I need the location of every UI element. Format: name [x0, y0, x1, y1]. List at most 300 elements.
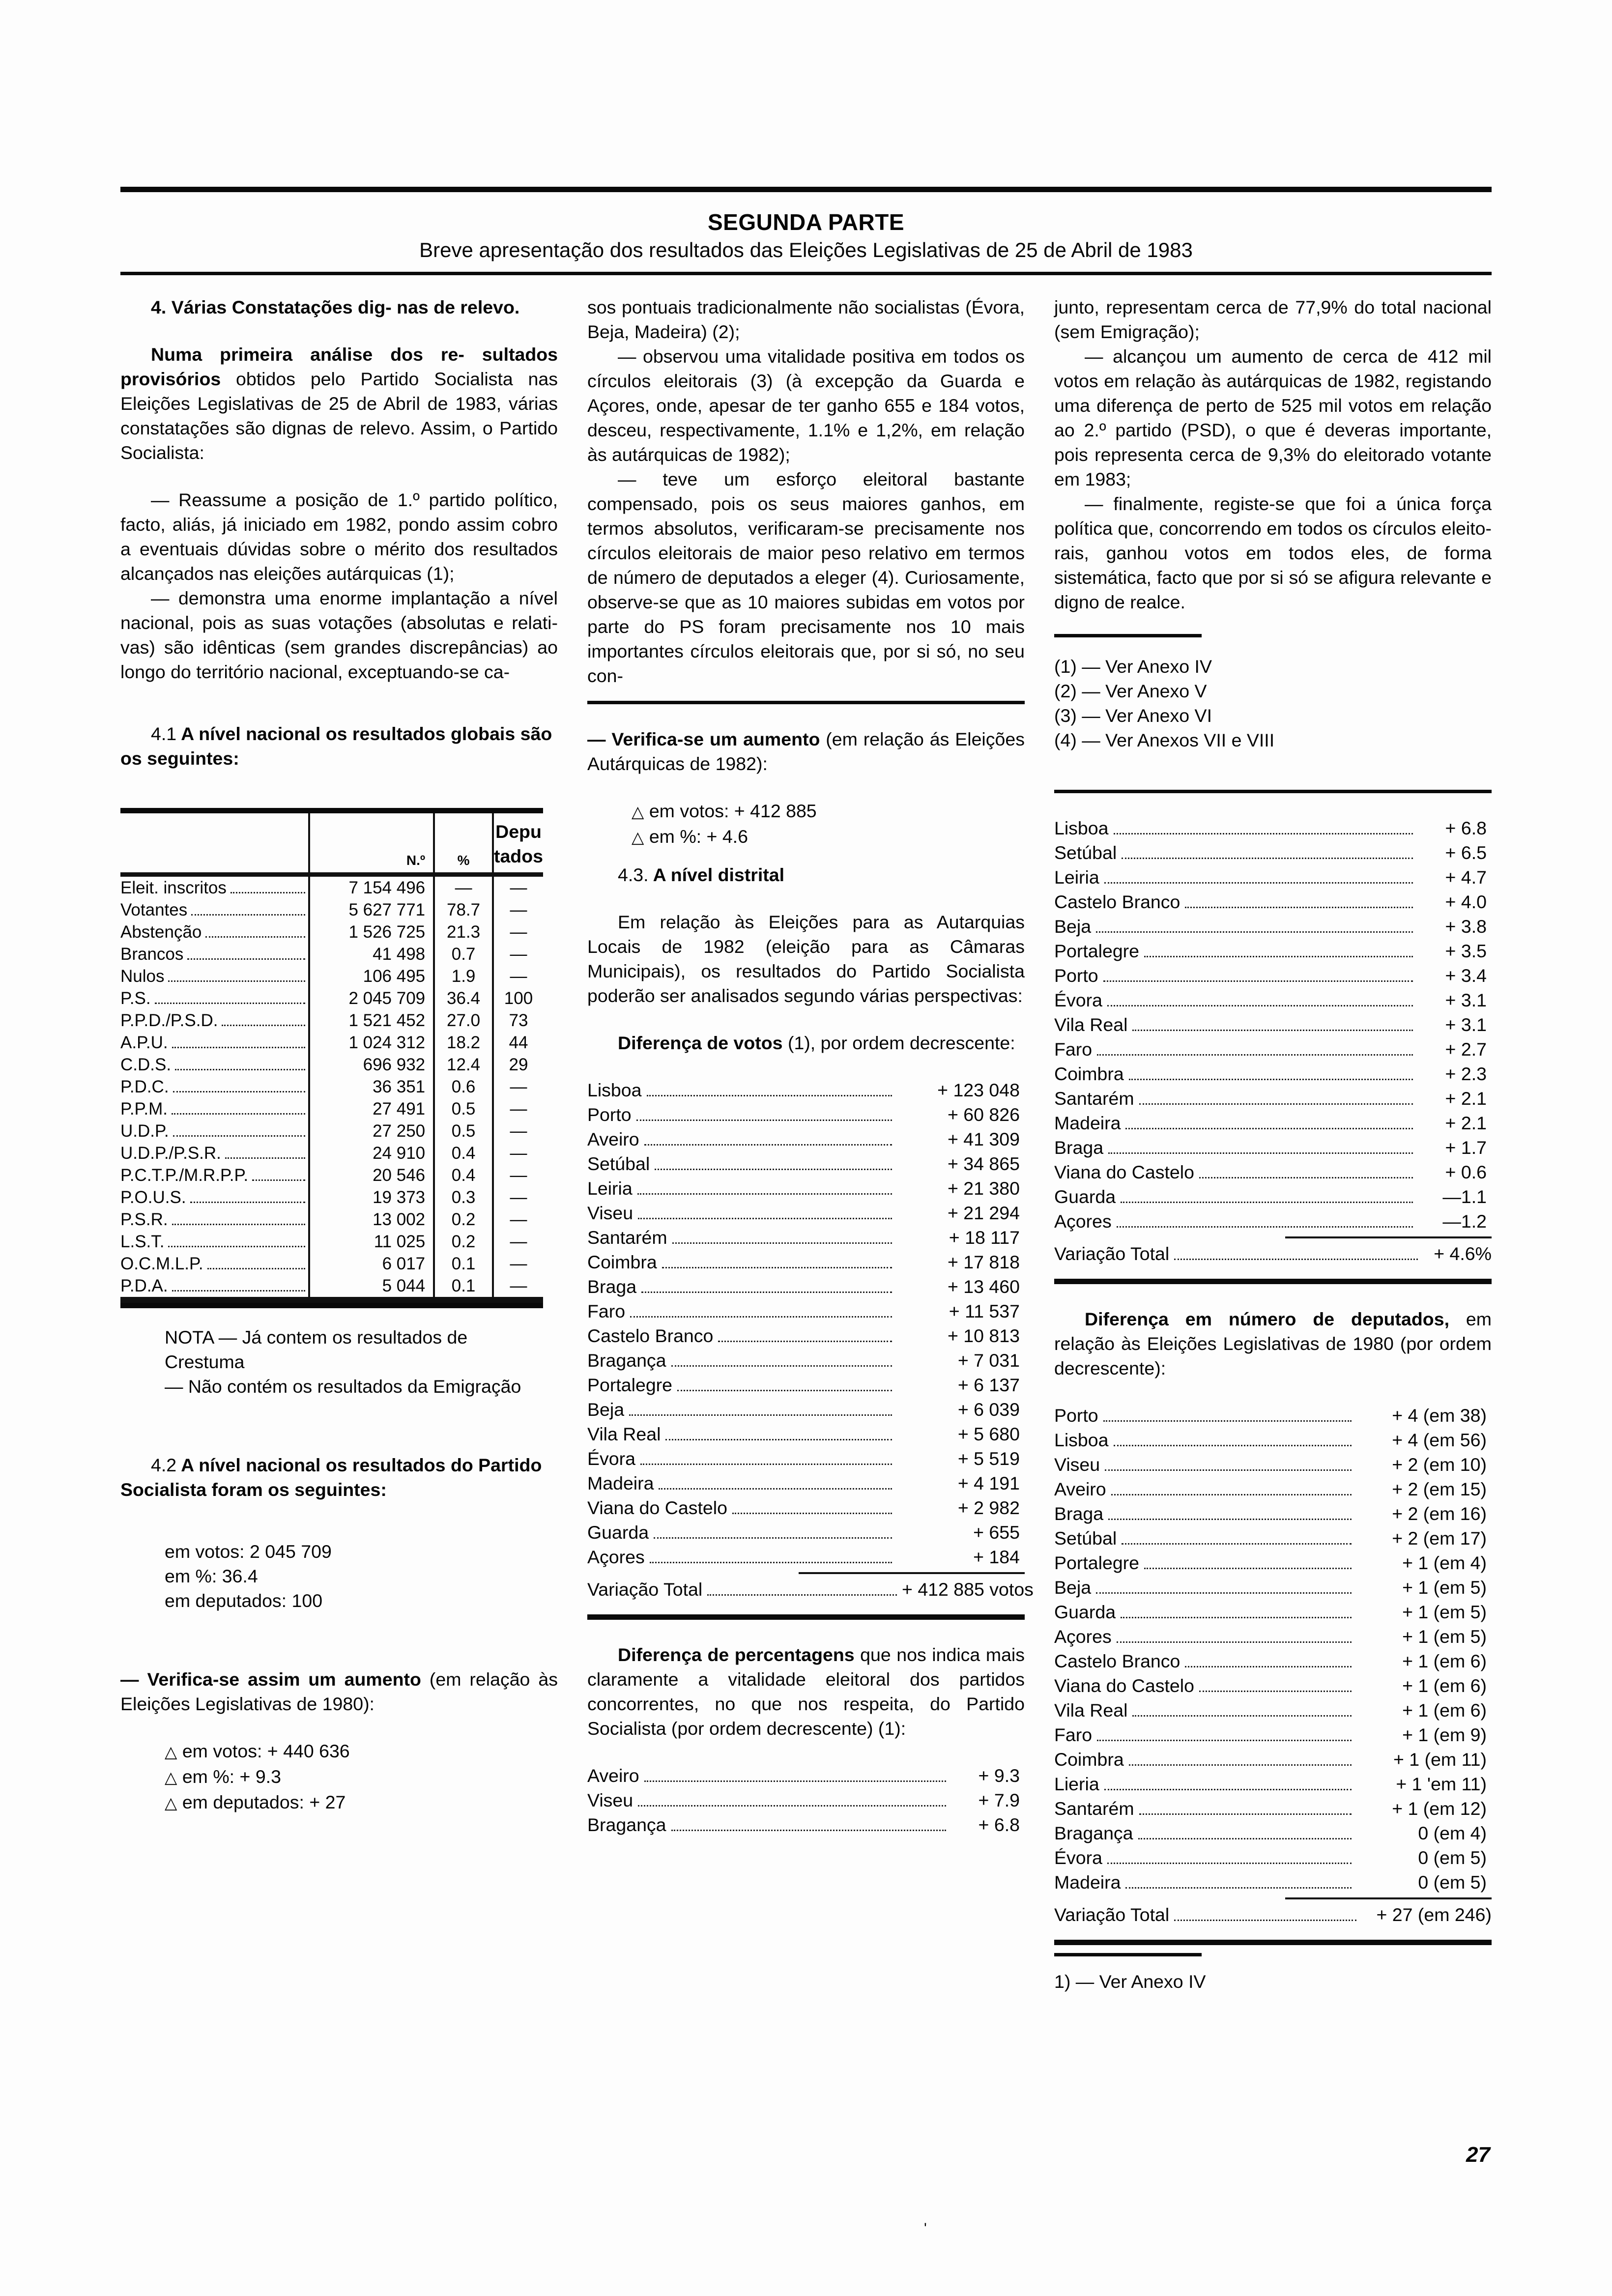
footnote-list	[1054, 654, 1492, 752]
th-blank	[120, 813, 309, 875]
leader-dots	[1108, 1519, 1352, 1520]
cell-party-label: L.S.T.	[120, 1231, 309, 1253]
bullet-observou: — observou uma vitalidade positiva em todos os círculos eleitorais (3) (à excepção da Guarda e Açores, onde, apesar de ter ganho 655 e 184 votos, desceu, respectivamente, 1.1% e 1,2%, em relação às autárquicas de 1982);	[587, 346, 1025, 465]
list-item-label: Évora	[1054, 990, 1102, 1010]
deputies-list-item	[1054, 1624, 1487, 1649]
list-item-value: + 2.1	[1445, 1113, 1487, 1133]
list-item-value: + 123 048	[937, 1080, 1020, 1100]
list-item-value: + 0.6	[1445, 1162, 1487, 1182]
percent-list-item	[1054, 1184, 1487, 1209]
votes-list-item	[587, 1348, 1020, 1373]
cell-percent: 21.3	[434, 921, 493, 943]
table-body	[120, 875, 543, 1300]
list-item-label: Lisboa	[587, 1080, 642, 1100]
list-item-label: Setúbal	[1054, 1528, 1117, 1549]
cell-deputies: —	[493, 875, 543, 899]
cell-percent: 0.6	[434, 1076, 493, 1098]
table-row	[120, 1142, 543, 1164]
list-item-value: + 3.5	[1445, 941, 1487, 961]
percent-sum-rule	[1285, 1236, 1492, 1238]
deputies-list-item	[1054, 1722, 1487, 1747]
delta-percent-1980-text: em %: + 9.3	[182, 1766, 281, 1787]
deputies-list-item	[1054, 1575, 1487, 1600]
cell-number: 20 546	[309, 1164, 434, 1186]
list-item-value: + 4 (em 38)	[1392, 1405, 1487, 1426]
cell-party-label: P.S.R.	[120, 1208, 309, 1231]
leader-dots	[1144, 1568, 1352, 1569]
cell-percent: 0.2	[434, 1208, 493, 1231]
list-item-value: + 7.9	[978, 1790, 1020, 1810]
list-item-label: Faro	[1054, 1039, 1093, 1060]
votes-list-item	[587, 1446, 1020, 1471]
votes-total-label: Variação Total	[587, 1579, 703, 1600]
bullet-reassume: — Reassume a posição de 1.º partido político, facto, aliás, já iniciado em 1982, pondo assim cobro a eventuais dúvidas sobre o mérito dos resultados alcançados nas eleições autárquicas (1);	[120, 489, 558, 584]
heading-section-43	[587, 862, 1025, 887]
three-column-body	[120, 295, 1492, 1994]
cell-deputies: —	[493, 1164, 543, 1186]
list-item-value: + 1 (em 6)	[1402, 1651, 1487, 1671]
list-item-label: Santarém	[1054, 1798, 1134, 1819]
cell-deputies: —	[493, 1275, 543, 1300]
list-item-value: + 21 294	[947, 1203, 1020, 1223]
votes-list-item	[587, 1495, 1020, 1520]
col3-bottom-rule	[1054, 1940, 1492, 1945]
leader-dots	[1096, 931, 1413, 933]
cell-percent: —	[434, 875, 493, 899]
list-item-label: Vila Real	[587, 1424, 661, 1444]
cell-number: 1 521 452	[309, 1009, 434, 1032]
list-item-value: + 1 (em 9)	[1402, 1724, 1487, 1745]
list-item-value: + 2.3	[1445, 1063, 1487, 1084]
cell-party-label: O.C.M.L.P.	[120, 1253, 309, 1275]
table-row	[120, 1231, 543, 1253]
leader-dots	[1185, 907, 1413, 908]
leader-dots	[672, 1242, 892, 1244]
leader-dots	[1125, 1887, 1352, 1889]
masthead-rule-top	[120, 187, 1492, 192]
cell-percent: 0.1	[434, 1253, 493, 1275]
table-row	[120, 1098, 543, 1120]
votes-list-item	[587, 1422, 1020, 1446]
cell-number: 106 495	[309, 965, 434, 987]
cell-party-label: Brancos	[120, 943, 309, 965]
cell-percent: 0.4	[434, 1164, 493, 1186]
table-row	[120, 1208, 543, 1231]
cell-number: 19 373	[309, 1186, 434, 1208]
list-item-label: Viana do Castelo	[1054, 1162, 1194, 1182]
paragraph-intro	[120, 342, 558, 465]
list-item-label: Leiria	[587, 1178, 633, 1199]
list-item-label: Porto	[1054, 1405, 1098, 1426]
list-item-value: + 7 031	[957, 1350, 1020, 1371]
votes-list-item	[587, 1323, 1020, 1348]
cell-deputies: 73	[493, 1009, 543, 1032]
th-deputies-line2: tados	[493, 846, 543, 866]
heading-43-text: A nível distrital	[653, 864, 785, 885]
leader-dots	[1121, 1617, 1352, 1618]
list-item-label: Aveiro	[1054, 1479, 1106, 1499]
delta-votes-1982-text: em votos: + 412 885	[649, 801, 817, 821]
list-item-label: Braga	[1054, 1503, 1104, 1524]
cell-percent: 1.9	[434, 965, 493, 987]
deputies-list-item	[1054, 1649, 1487, 1673]
cell-percent: 0.2	[434, 1231, 493, 1253]
list-item-label: Madeira	[1054, 1113, 1121, 1133]
list-item-value: 0 (em 5)	[1418, 1847, 1487, 1868]
leader-dots	[1114, 833, 1413, 834]
list-item-label: Santarém	[587, 1227, 667, 1248]
votes-list-item	[587, 1471, 1020, 1495]
list-item-label: Castelo Branco	[1054, 891, 1180, 912]
percent-list-item	[587, 1812, 1020, 1837]
percent-total-row	[1054, 1241, 1492, 1266]
th-deputies-line1: Depu	[495, 821, 542, 842]
bullet-esforco: — teve um esforço eleitoral bastante compensado, pois os seus maiores ganhos, em termos absolutos, verificaram-se precisamente nos círculos eleitorais de maior peso relativo em termos de número de deputados a eleger (4). Curiosamente, observe-se que as 10 maiores subidas em votos por parte do PS foram precisamente nos 10 mais importantes círculos eleitorais que, por si só, no seu con-	[587, 469, 1025, 686]
list-item-label: Faro	[1054, 1724, 1093, 1745]
list-item-label: Leiria	[1054, 867, 1099, 888]
list-item-value: + 655	[973, 1522, 1020, 1543]
col2-divider-rule-2	[587, 1614, 1025, 1620]
votes-list-item	[587, 1299, 1020, 1323]
deputies-difference-list	[1054, 1403, 1487, 1894]
delta-percent-1980	[120, 1764, 558, 1790]
national-results-table-wrap	[120, 808, 543, 1399]
cell-deputies: —	[493, 1098, 543, 1120]
deputies-list-item	[1054, 1526, 1487, 1550]
cell-percent: 0.5	[434, 1098, 493, 1120]
list-item-label: Guarda	[1054, 1186, 1116, 1207]
list-item-label: Bragança	[1054, 1823, 1133, 1843]
percent-list-item	[1054, 1086, 1487, 1111]
list-item-value: + 60 826	[947, 1104, 1020, 1125]
deputies-list-item	[1054, 1477, 1487, 1501]
leader-dots	[1104, 882, 1413, 884]
list-item-value: + 1 'em 11)	[1396, 1774, 1487, 1794]
leader-dots	[1144, 956, 1413, 957]
percent-list-item	[587, 1788, 1020, 1812]
cell-percent: 0.7	[434, 943, 493, 965]
list-item-label: Porto	[587, 1104, 632, 1125]
leader-dots	[647, 1095, 892, 1096]
table-row	[120, 943, 543, 965]
percent-difference-list	[1054, 816, 1487, 1234]
list-item-label: Guarda	[587, 1522, 649, 1543]
leader-dots	[718, 1341, 892, 1342]
list-item-value: + 1.7	[1445, 1137, 1487, 1158]
list-item-value: + 2 (em 16)	[1392, 1503, 1487, 1524]
table-note-line-1: NOTA — Já contem os resultados de Crestuma	[165, 1327, 468, 1372]
col3-divider-rule-2	[1054, 1279, 1492, 1284]
votes-list-item	[587, 1078, 1020, 1102]
list-item-label: Vila Real	[1054, 1700, 1128, 1721]
leader-dots	[659, 1488, 892, 1490]
leader-dots	[654, 1537, 892, 1539]
footnote-item: (2) — Ver Anexo V	[1054, 681, 1207, 701]
dif-votos-bold: Diferença de votos	[618, 1033, 783, 1053]
table-rule-bottom	[120, 1303, 543, 1308]
leader-dots	[1132, 1715, 1352, 1717]
list-item-label: Évora	[587, 1448, 635, 1469]
delta-percent-1982-text: em %: + 4.6	[649, 826, 748, 847]
leader-dots	[732, 1513, 892, 1514]
heading-section-42	[120, 1453, 558, 1502]
footnote-item: (1) — Ver Anexo IV	[1054, 656, 1212, 677]
table-row	[120, 1054, 543, 1076]
leader-dots	[662, 1267, 892, 1268]
table-row	[120, 1275, 543, 1300]
leader-dots	[638, 1805, 946, 1807]
list-item-value: 0 (em 5)	[1418, 1872, 1487, 1893]
list-item-value: + 13 460	[947, 1276, 1020, 1297]
leader-dots	[1104, 1789, 1352, 1790]
cell-percent: 78.7	[434, 899, 493, 921]
dif-pct-rest: que nos indica mais claramente a vitalidade eleitoral dos partidos concorrentes, no que nos respeita, do Partido Socialista (por ordem decrescente) (1):	[587, 1644, 1025, 1739]
heading-42-number: 4.2	[151, 1455, 177, 1475]
list-item-value: + 2.7	[1445, 1039, 1487, 1060]
table-row	[120, 1186, 543, 1208]
leader-dots	[630, 1316, 892, 1318]
cell-deputies: —	[493, 1253, 543, 1275]
table-row	[120, 1009, 543, 1032]
leader-dots	[1122, 858, 1413, 859]
cell-party-label: U.D.P.	[120, 1120, 309, 1142]
percent-list-item	[1054, 1111, 1487, 1135]
cell-party-label: P.S.	[120, 987, 309, 1009]
cell-number: 696 932	[309, 1054, 434, 1076]
leader-dots	[1139, 1103, 1413, 1105]
column-2	[587, 295, 1034, 1994]
cell-number: 5 627 771	[309, 899, 434, 921]
cell-deputies: —	[493, 1186, 543, 1208]
list-item-label: Braga	[1054, 1137, 1104, 1158]
table-row	[120, 921, 543, 943]
deputies-list-item	[1054, 1673, 1487, 1698]
cell-party-label: P.C.T.P./M.R.P.P.	[120, 1164, 309, 1186]
leader-dots	[644, 1144, 892, 1146]
percent-list-item	[1054, 1062, 1487, 1086]
cell-deputies: —	[493, 899, 543, 921]
leader-dots	[1103, 1420, 1352, 1422]
list-item-label: Viseu	[587, 1790, 633, 1810]
list-item-label: Portalegre	[1054, 941, 1140, 961]
deputies-sum-rule	[1285, 1897, 1492, 1899]
cell-number: 1 024 312	[309, 1032, 434, 1054]
cell-number: 5 044	[309, 1275, 434, 1300]
list-item-label: Guarda	[1054, 1602, 1116, 1622]
votes-total-value: + 412 885 votos	[902, 1579, 1034, 1600]
masthead-rule-bottom	[120, 272, 1492, 275]
leader-dots	[1103, 980, 1413, 982]
deputies-list-item	[1054, 1821, 1487, 1845]
percent-list-item	[1054, 816, 1487, 840]
cell-number: 1 526 725	[309, 921, 434, 943]
delta-triangle-icon: △	[632, 803, 644, 821]
list-item-value: + 6.8	[1445, 818, 1487, 838]
percent-list-item	[1054, 840, 1487, 865]
cell-party-label: P.D.C.	[120, 1076, 309, 1098]
deputies-list-item	[1054, 1845, 1487, 1870]
list-item-value: + 6 039	[957, 1399, 1020, 1420]
list-item-label: Beja	[1054, 1577, 1092, 1598]
cell-deputies: 44	[493, 1032, 543, 1054]
leader-dots	[1129, 1079, 1413, 1080]
list-item-value: —1.2	[1442, 1211, 1487, 1232]
percent-list-item	[587, 1763, 1020, 1788]
paragraph-43: Em relação às Eleições para as Autarquias Locais de 1982 (eleição para as Câmaras Municipais), os resultados do Partido Socialista poderão ser analisados segundo várias perspectivas:	[587, 912, 1025, 1006]
col3-divider-rule	[1054, 790, 1492, 793]
list-item-label: Beja	[587, 1399, 625, 1420]
th-percent: %	[434, 813, 493, 875]
cell-percent: 0.1	[434, 1275, 493, 1300]
cell-deputies: 29	[493, 1054, 543, 1076]
delta-deputies-1980	[120, 1790, 558, 1815]
list-item-label: Coimbra	[1054, 1749, 1124, 1770]
deputies-total-label: Variação Total	[1054, 1904, 1170, 1925]
leader-dots	[1107, 1005, 1413, 1006]
deputies-list-item	[1054, 1772, 1487, 1796]
list-item-label: Viseu	[587, 1203, 633, 1223]
verifica-bold-1980: — Verifica-se assim um aumento	[120, 1669, 421, 1690]
list-item-value: + 4 191	[957, 1473, 1020, 1493]
list-item-value: + 184	[973, 1547, 1020, 1567]
list-item-value: + 9.3	[978, 1765, 1020, 1786]
votes-list-item	[587, 1102, 1020, 1127]
list-item-label: Braga	[587, 1276, 637, 1297]
cell-percent: 0.3	[434, 1186, 493, 1208]
footnote-item: (3) — Ver Anexo VI	[1054, 705, 1212, 726]
list-item-label: Lieria	[1054, 1774, 1099, 1794]
bullet-demonstra: — demonstra uma enorme implantação a nível nacional, pois as suas votações (absolutas e relativas) são idênticas (sem grandes discrepâncias) ao longo do território nacional, exceptuando-se ca-	[120, 588, 558, 682]
delta-votes-1982	[587, 799, 1025, 824]
heading-42-text: A nível nacional os resultados do Partido Socialista foram os seguintes:	[120, 1455, 542, 1500]
list-item-label: Vila Real	[1054, 1014, 1128, 1035]
cell-number: 41 498	[309, 943, 434, 965]
cell-deputies: —	[493, 1120, 543, 1142]
list-item-label: Portalegre	[587, 1375, 673, 1395]
paragraph-continuation-col2: sos pontuais tradicionalmente não socialistas (Évora, Beja, Madeira) (2);	[587, 297, 1025, 342]
table-row	[120, 1120, 543, 1142]
votes-difference-list	[587, 1078, 1020, 1569]
percent-difference-list-tail	[587, 1763, 1020, 1837]
page-tick-mark: '	[924, 2220, 927, 2237]
leader-dots	[665, 1439, 892, 1440]
percent-list-item	[1054, 1037, 1487, 1062]
percent-list-item	[1054, 939, 1487, 963]
deputies-list-item	[1054, 1501, 1487, 1526]
deputies-list-item	[1054, 1698, 1487, 1722]
list-item-value: + 1 (em 11)	[1393, 1749, 1487, 1770]
list-item-value: + 1 (em 5)	[1402, 1602, 1487, 1622]
leader-dots	[1111, 1494, 1352, 1495]
list-item-label: Setúbal	[1054, 842, 1117, 863]
list-item-label: Beja	[1054, 916, 1092, 937]
votes-list-item	[587, 1151, 1020, 1176]
leader-dots	[629, 1414, 892, 1416]
votes-list-item	[587, 1545, 1020, 1569]
list-item-label: Madeira	[1054, 1872, 1121, 1893]
list-item-label: Açores	[587, 1547, 645, 1567]
deputies-list-item	[1054, 1452, 1487, 1477]
list-item-value: + 2 982	[957, 1497, 1020, 1518]
percent-list-item	[1054, 1012, 1487, 1037]
cell-number: 36 351	[309, 1076, 434, 1098]
table-row	[120, 1164, 543, 1186]
votes-list-item	[587, 1520, 1020, 1545]
table-row	[120, 965, 543, 987]
list-item-value: + 4 (em 56)	[1392, 1430, 1487, 1450]
deputies-list-item	[1054, 1428, 1487, 1452]
leader-dots	[1174, 1920, 1356, 1921]
table-row	[120, 1032, 543, 1054]
list-item-value: + 11 537	[949, 1301, 1020, 1321]
leader-dots	[1199, 1691, 1352, 1692]
leader-dots	[1117, 1226, 1413, 1228]
leader-dots	[1125, 1128, 1413, 1129]
percent-list-item	[1054, 890, 1487, 914]
table-row	[120, 1253, 543, 1275]
cell-number: 24 910	[309, 1142, 434, 1164]
cell-percent: 27.0	[434, 1009, 493, 1032]
list-item-value: + 4.7	[1445, 867, 1487, 888]
table-row	[120, 1076, 543, 1098]
list-item-value: + 34 865	[947, 1153, 1020, 1174]
list-item-value: + 2 (em 15)	[1392, 1479, 1487, 1499]
list-item-label: Açores	[1054, 1211, 1112, 1232]
list-item-value: + 3.4	[1445, 965, 1487, 986]
table-rule-top	[120, 808, 543, 813]
cell-party-label: A.P.U.	[120, 1032, 309, 1054]
leader-dots	[1107, 1863, 1352, 1864]
list-item-value: + 6.8	[978, 1814, 1020, 1835]
dif-votos-heading	[587, 1031, 1025, 1055]
list-item-value: + 1 (em 6)	[1402, 1700, 1487, 1721]
table-row	[120, 875, 543, 899]
cell-party-label: Nulos	[120, 965, 309, 987]
dif-dep-rest: em relação às Eleições Legislativas de 1980 (por ordem decrescente):	[1054, 1309, 1492, 1378]
leader-dots	[677, 1390, 892, 1391]
cell-number: 6 017	[309, 1253, 434, 1275]
votes-list-item	[587, 1250, 1020, 1274]
leader-dots	[1185, 1666, 1352, 1667]
list-item-value: + 21 380	[947, 1178, 1020, 1199]
percent-total-label: Variação Total	[1054, 1243, 1170, 1264]
leader-dots	[1097, 1740, 1352, 1741]
list-item-value: + 6 137	[957, 1375, 1020, 1395]
deputies-list-item	[1054, 1796, 1487, 1821]
list-item-label: Açores	[1054, 1626, 1112, 1647]
votes-list-item	[587, 1225, 1020, 1250]
list-item-label: Évora	[1054, 1847, 1102, 1868]
table-row	[120, 987, 543, 1009]
leader-dots	[1096, 1592, 1352, 1594]
table-note	[120, 1325, 543, 1399]
list-item-label: Madeira	[587, 1473, 654, 1493]
cell-deputies: —	[493, 1231, 543, 1253]
leader-dots	[1139, 1813, 1352, 1815]
list-item-label: Bragança	[587, 1350, 666, 1371]
footnote-separator-rule-bottom	[1054, 1953, 1202, 1956]
cell-percent: 36.4	[434, 987, 493, 1009]
percent-list-item	[1054, 963, 1487, 988]
list-item-value: + 2 (em 17)	[1392, 1528, 1487, 1549]
list-item-value: + 41 309	[947, 1129, 1020, 1149]
cell-deputies: 100	[493, 987, 543, 1009]
intro-bold-lead: Numa primeira análise dos re- sultados provisórios	[120, 344, 558, 389]
dif-dep-bold: Diferença em número de deputados,	[1085, 1309, 1449, 1329]
list-item-value: 0 (em 4)	[1418, 1823, 1487, 1843]
deputies-list-item	[1054, 1403, 1487, 1428]
footnote-item: (4) — Ver Anexos VII e VIII	[1054, 730, 1275, 750]
